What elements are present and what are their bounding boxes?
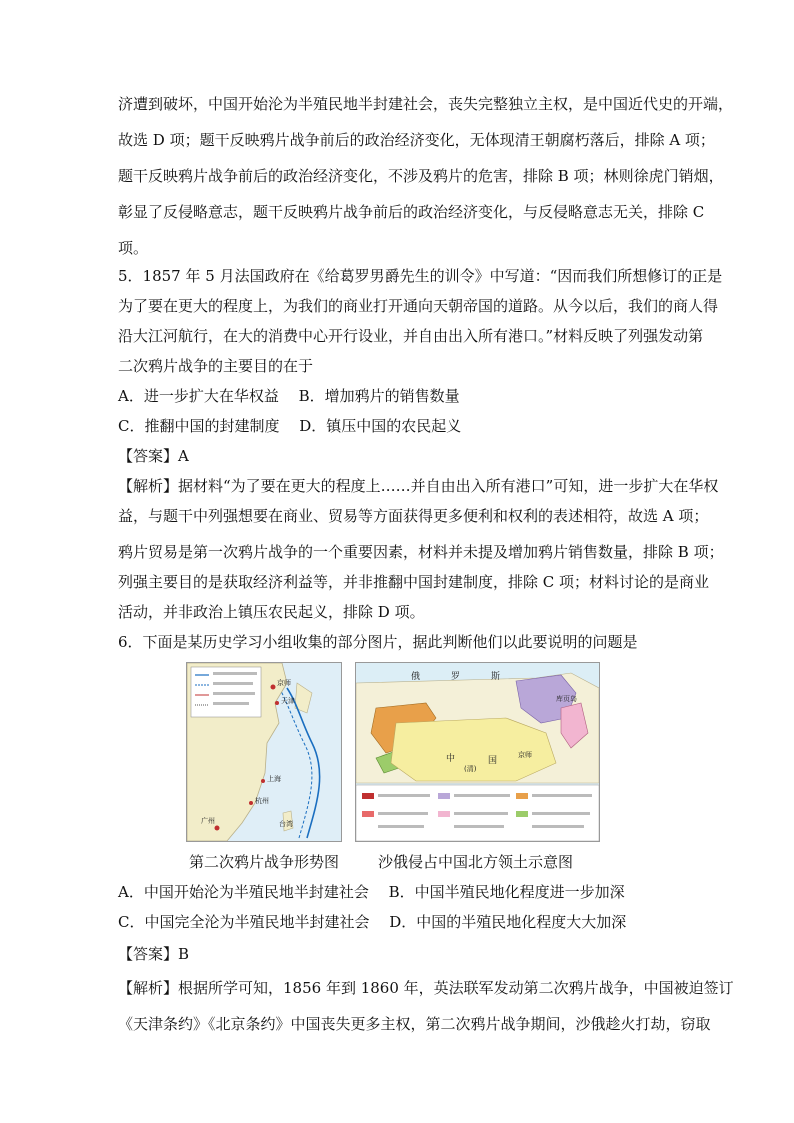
- text-line: 项。: [118, 239, 149, 257]
- text-line: 5．1857 年 5 月法国政府在《给葛罗男爵先生的训令》中写道：“因而我们所想修订的正是: [118, 267, 723, 285]
- text-line: 济遭到破坏，中国开始沦为半殖民地半封建社会，丧失完整独立主权，是中国近代史的开端，: [118, 95, 734, 113]
- russia-occupation-map-graphic: [356, 663, 599, 841]
- text-line: 故选 D 项；题干反映鸦片战争前后的政治经济变化，无体现清王朝腐朽落后，排除 A 项；: [118, 131, 715, 149]
- text-line: 【答案】B: [118, 945, 190, 963]
- text-line: 沿大江河航行，在大的消费中心开行设业，并自由出入所有港口。”材料反映了列强发动第: [118, 327, 704, 345]
- second-opium-war-map: [186, 662, 342, 842]
- russia-occupation-map: [355, 662, 600, 842]
- second-opium-war-map-graphic: [187, 663, 341, 841]
- text-line: A．中国开始沦为半殖民地半封建社会 B．中国半殖民地化程度进一步加深: [118, 883, 625, 901]
- map-label-luo: 罗: [451, 672, 461, 682]
- map-label-hangzhou: 杭州: [255, 797, 269, 805]
- map-label-qing: (清): [464, 765, 477, 773]
- text-line: 益，与题干中列强想要在商业、贸易等方面获得更多便利和权利的表述相符，故选 A 项；: [118, 507, 709, 525]
- text-line: 彰显了反侵略意志，题干反映鸦片战争前后的政治经济变化，与反侵略意志无关，排除 C: [118, 203, 705, 221]
- text-line: C．推翻中国的封建制度 D．镇压中国的农民起义: [118, 417, 462, 435]
- figure-caption-left: 第二次鸦片战争形势图: [189, 853, 340, 871]
- map-label-zhong: 中: [446, 754, 456, 764]
- map-label-shanghai: 上海: [267, 775, 281, 783]
- map-label-jingshi: 京师: [277, 679, 291, 687]
- text-line: 活动，并非政治上镇压农民起义，排除 D 项。: [118, 603, 425, 621]
- text-line: A．进一步扩大在华权益 B．增加鸦片的销售数量: [118, 387, 460, 405]
- text-line: 【解析】根据所学可知，1856 年到 1860 年，英法联军发动第二次鸦片战争，中国被迫签订: [118, 979, 734, 997]
- map-label-guangzhou: 广州: [201, 817, 215, 825]
- figure-caption-right: 沙俄侵占中国北方领土示意图: [378, 853, 574, 871]
- map-label-taiwan: 台湾: [279, 820, 293, 828]
- text-line: 列强主要目的是获取经济利益等，并非推翻中国封建制度，排除 C 项；材料讨论的是商业: [118, 573, 710, 591]
- text-line: 二次鸦片战争的主要目的在于: [118, 357, 314, 375]
- text-line: 【答案】A: [118, 447, 189, 465]
- map-label-si: 斯: [491, 672, 501, 682]
- map-label-kuyedao: 库页岛: [556, 695, 577, 703]
- text-line: 【解析】据材料“为了要在更大的程度上……并自由出入所有港口”可知，进一步扩大在华权: [118, 477, 719, 495]
- map-label-guo: 国: [488, 756, 498, 766]
- map-label-tianjin: 天津: [281, 697, 295, 705]
- map-label-e: 俄: [411, 672, 421, 682]
- text-line: 《天津条约》《北京条约》中国丧失更多主权，第二次鸦片战争期间，沙俄趁火打劫，窃取: [118, 1015, 711, 1033]
- text-line: 鸦片贸易是第一次鸦片战争的一个重要因素，材料并未提及增加鸦片销售数量，排除 B 项；: [118, 543, 724, 561]
- text-line: C．中国完全沦为半殖民地半封建社会 D．中国的半殖民地化程度大大加深: [118, 913, 627, 931]
- text-line: 为了要在更大的程度上，为我们的商业打开通向天朝帝国的道路。从今以后，我们的商人得: [118, 297, 719, 315]
- text-line: 题干反映鸦片战争前后的政治经济变化，不涉及鸦片的危害，排除 B 项；林则徐虎门销烟，: [118, 167, 724, 185]
- map-label-jingshi-right: 京师: [518, 751, 532, 759]
- text-line: 6．下面是某历史学习小组收集的部分图片，据此判断他们以此要说明的问题是: [118, 633, 638, 651]
